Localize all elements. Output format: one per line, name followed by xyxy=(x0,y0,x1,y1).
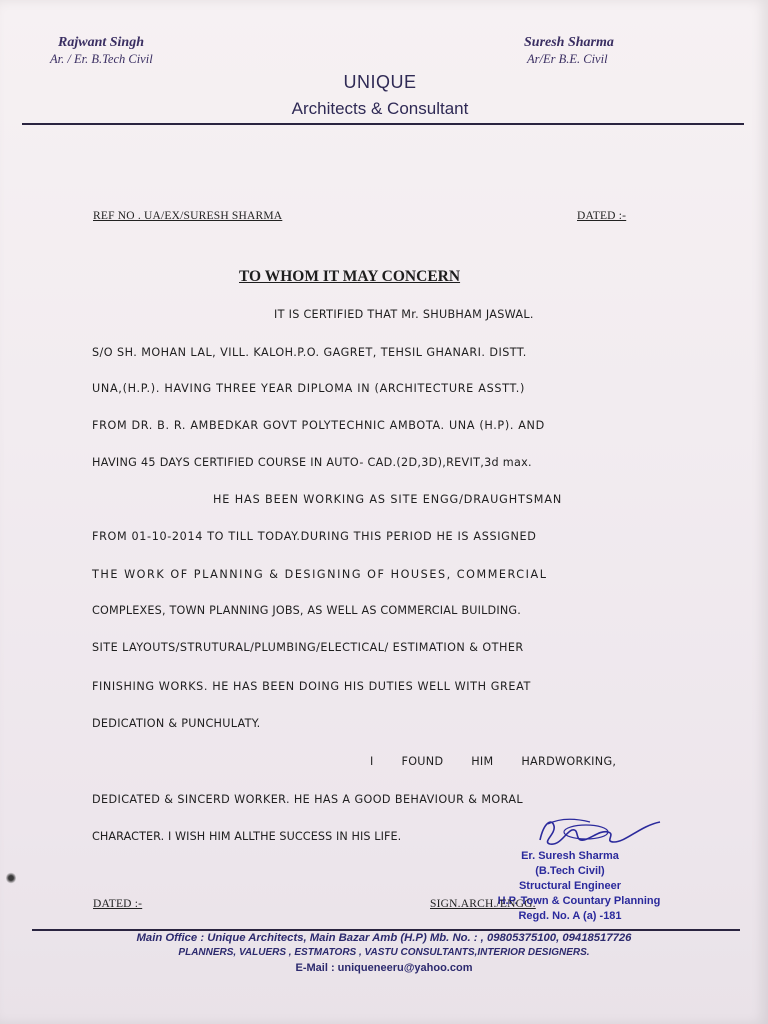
left-partner-degree: Ar. / Er. B.Tech Civil xyxy=(50,52,153,66)
right-partner-name: Suresh Sharma xyxy=(524,35,614,50)
dated-bottom: DATED :- xyxy=(93,898,143,910)
body-line-3: UNA,(H.P.). HAVING THREE YEAR DIPLOMA IN (ARCHITECTURE ASSTT.) xyxy=(92,382,526,395)
body-line-15: CHARACTER. I WISH HIM ALLTHE SUCCESS IN HIS LIFE. xyxy=(92,830,402,843)
ink-mark xyxy=(6,872,16,884)
body-line-5: HAVING 45 DAYS CERTIFIED COURSE IN AUTO- CAD.(2D,3D),REVIT,3d max. xyxy=(92,456,532,469)
stamp-line-4: H.P. Town & Countary Planning xyxy=(497,895,661,907)
body-line-7: FROM 01-10-2014 TO TILL TODAY.DURING THIS PERIOD HE IS ASSIGNED xyxy=(92,530,537,543)
handwritten-signature xyxy=(530,812,665,852)
body-line-9: COMPLEXES, TOWN PLANNING JOBS, AS WELL AS COMMERCIAL BUILDING. xyxy=(92,604,522,617)
body-line-14: DEDICATED & SINCERD WORKER. HE HAS A GOOD BEHAVIOUR & MORAL xyxy=(92,793,524,806)
stamp-line-2: (B.Tech Civil) xyxy=(535,865,605,877)
page-title: TO WHOM IT MAY CONCERN xyxy=(239,268,461,285)
signature-label: SIGN.ARCH./ENGG. xyxy=(430,898,536,910)
left-partner-name: Rajwant Singh xyxy=(58,35,144,50)
body-line-6: HE HAS BEEN WORKING AS SITE ENGG/DRAUGHTSMAN xyxy=(213,493,563,506)
footer-services: PLANNERS, VALUERS , ESTMATORS , VASTU CONSULTANTS,INTERIOR DESIGNERS. xyxy=(178,947,590,958)
stamp-line-5: Regd. No. A (a) -181 xyxy=(518,910,622,922)
reference-number: REF NO . UA/EX/SURESH SHARMA xyxy=(93,210,283,222)
footer-divider xyxy=(32,929,740,931)
stamp-line-1: Er. Suresh Sharma xyxy=(521,850,619,862)
dated-top: DATED :- xyxy=(577,210,627,222)
body-line-11: FINISHING WORKS. HE HAS BEEN DOING HIS DUTIES WELL WITH GREAT xyxy=(92,680,531,693)
firm-subtitle: Architects & Consultant xyxy=(291,99,469,118)
body-line-12: DEDICATION & PUNCHULATY. xyxy=(92,717,261,730)
stamp-line-3: Structural Engineer xyxy=(518,880,622,892)
body-line-10: SITE LAYOUTS/STRUTURAL/PLUMBING/ELECTICAL/ ESTIMATION & OTHER xyxy=(92,641,524,654)
body-line-1: IT IS CERTIFIED THAT Mr. SHUBHAM JASWAL. xyxy=(274,308,534,321)
header-divider xyxy=(22,123,744,125)
footer-address: Main Office : Unique Architects, Main Bazar Amb (H.P) Mb. No. : , 09805375100, 09418517726 xyxy=(136,932,632,944)
body-line-8: THE WORK OF PLANNING & DESIGNING OF HOUSES, COMMERCIAL xyxy=(92,568,548,581)
body-line-13: I FOUND HIM HARDWORKING, xyxy=(370,755,617,768)
body-line-4: FROM DR. B. R. AMBEDKAR GOVT POLYTECHNIC AMBOTA. UNA (H.P). AND xyxy=(92,419,545,432)
footer-email: E-Mail : uniqueneeru@yahoo.com xyxy=(295,962,473,974)
firm-name: UNIQUE xyxy=(343,72,417,92)
right-partner-degree: Ar/Er B.E. Civil xyxy=(527,52,608,66)
body-line-2: S/O SH. MOHAN LAL, VILL. KALOH.P.O. GAGRET, TEHSIL GHANARI. DISTT. xyxy=(92,346,527,359)
